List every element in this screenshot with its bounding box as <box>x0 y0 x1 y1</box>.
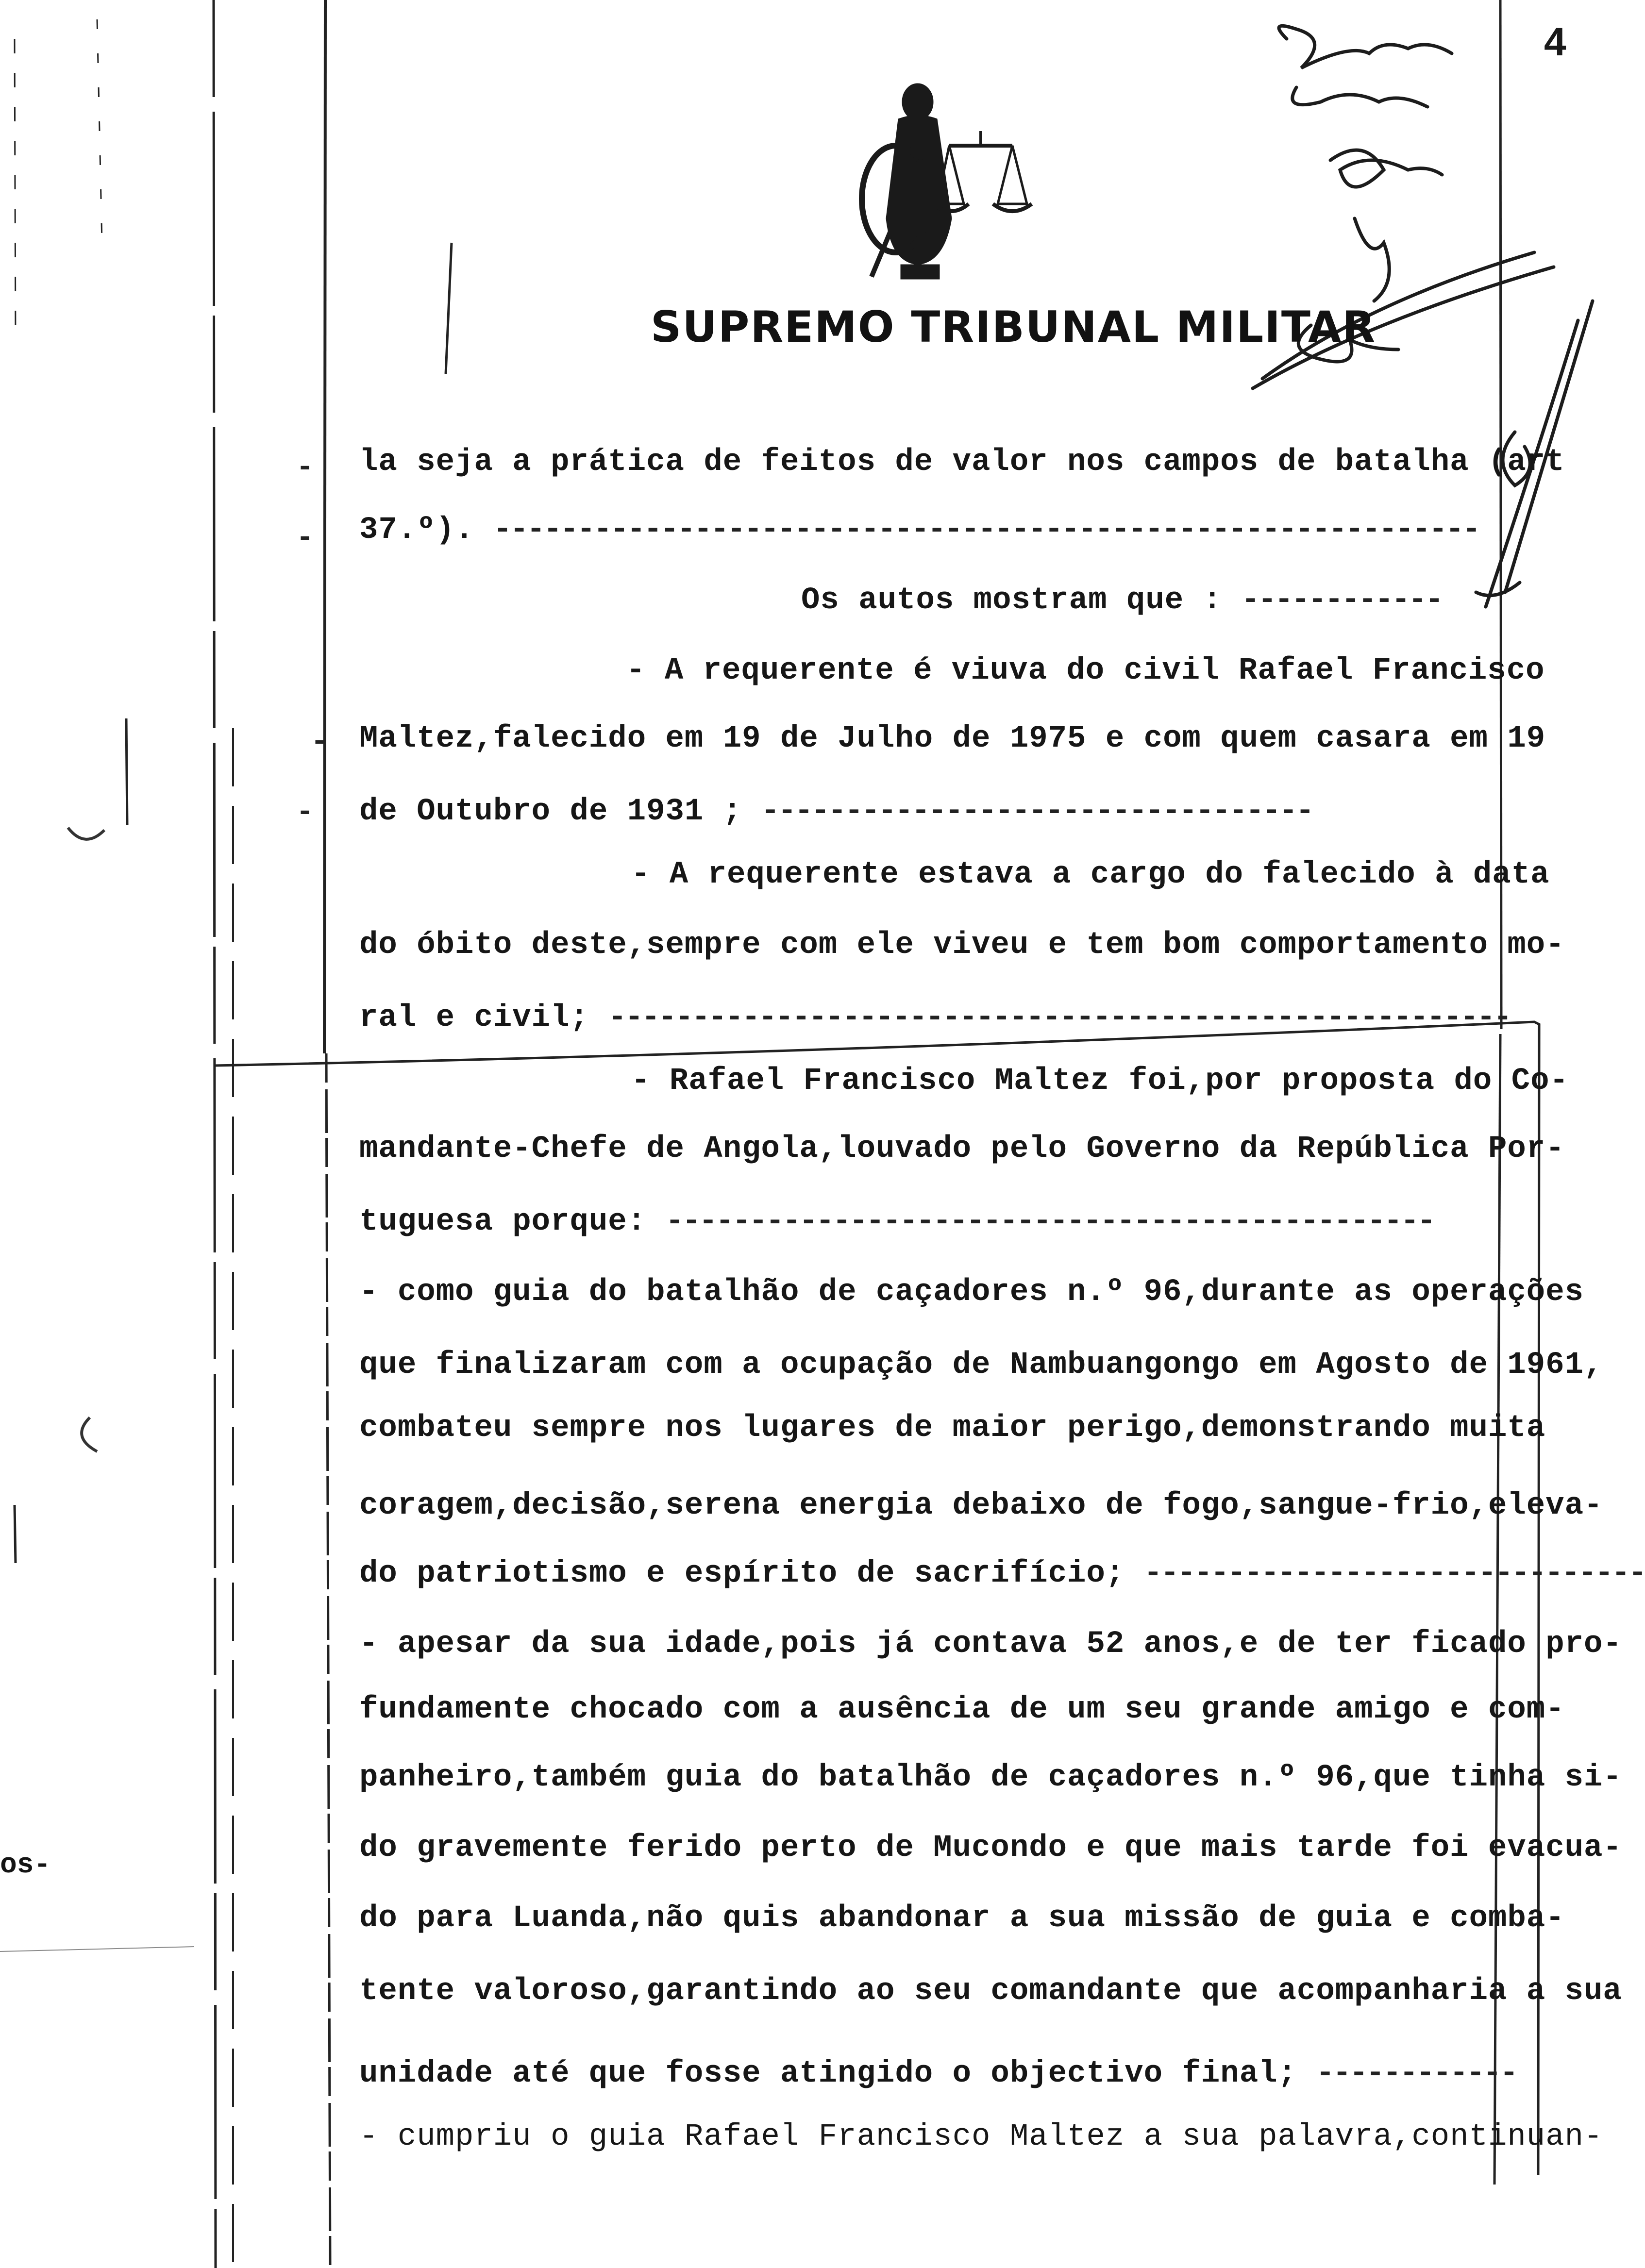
body-line: 37.º). ----------------------------------------------------------- <box>359 513 1479 548</box>
margin-dash: - <box>296 796 314 829</box>
body-line: tente valoroso,garantindo ao seu comandante que acompanharia a sua <box>359 1974 1622 2009</box>
body-line: - como guia do batalhão de caçadores n.º 96,durante as operações <box>359 1275 1584 1310</box>
body-line: que finalizaram com a ocupação de Nambuangongo em Agosto de 1961, <box>359 1348 1603 1383</box>
body-line: Maltez,falecido em 19 de Julho de 1975 e com quem casara em 19 <box>359 721 1546 756</box>
lady-justice-emblem-icon <box>852 73 1037 286</box>
body-line: de Outubro de 1931 ; --------------------------------- <box>359 794 1312 829</box>
body-line: do óbito deste,sempre com ele viveu e tem bom comportamento mo- <box>359 928 1565 963</box>
margin-text-fragment: os- <box>0 1850 51 1881</box>
body-line: - Rafael Francisco Maltez foi,por proposta do Co- <box>631 1064 1569 1099</box>
margin-dash: - <box>296 451 314 484</box>
body-line: - apesar da sua idade,pois já contava 52 anos,e de ter ficado pro- <box>359 1627 1622 1662</box>
page-number: 4 <box>1544 20 1566 64</box>
body-line: panheiro,também guia do batalhão de caçadores n.º 96,que tinha si- <box>359 1760 1622 1795</box>
margin-dash: - <box>296 522 314 555</box>
court-title: SUPREMO TRIBUNAL MILITAR <box>651 302 1376 352</box>
body-line: mandante-Chefe de Angola,louvado pelo Governo da República Por- <box>359 1132 1565 1167</box>
body-line: do gravemente ferido perto de Mucondo e que mais tarde foi evacua- <box>359 1831 1622 1866</box>
body-line: - A requerente estava a cargo do falecido à data <box>631 857 1550 892</box>
body-line: unidade até que fosse atingido o objectivo final; ------------ <box>359 2056 1517 2091</box>
body-line: coragem,decisão,serena energia debaixo de fogo,sangue-frio,eleva- <box>359 1488 1603 1523</box>
body-line: la seja a prática de feitos de valor nos campos de batalha (art <box>359 445 1565 480</box>
body-line: - cumpriu o guia Rafael Francisco Maltez a sua palavra,continuan- <box>359 2119 1603 2154</box>
body-line: - A requerente é viuva do civil Rafael Francisco <box>626 653 1545 688</box>
body-line: ral e civil; ------------------------------------------------------ <box>359 1001 1511 1035</box>
body-line: fundamente chocado com a ausência de um seu grande amigo e com- <box>359 1692 1565 1727</box>
body-line: do para Luanda,não quis abandonar a sua missão de guia e comba- <box>359 1901 1565 1936</box>
body-line: tuguesa porque: ---------------------------------------------- <box>359 1204 1434 1239</box>
body-line: Os autos mostram que : ------------ <box>801 583 1442 618</box>
body-line: do patriotismo e espírito de sacrifício; ------------------------------ <box>359 1556 1645 1591</box>
margin-dash: - <box>311 726 329 759</box>
body-line: combateu sempre nos lugares de maior perigo,demonstrando muita <box>359 1411 1546 1446</box>
